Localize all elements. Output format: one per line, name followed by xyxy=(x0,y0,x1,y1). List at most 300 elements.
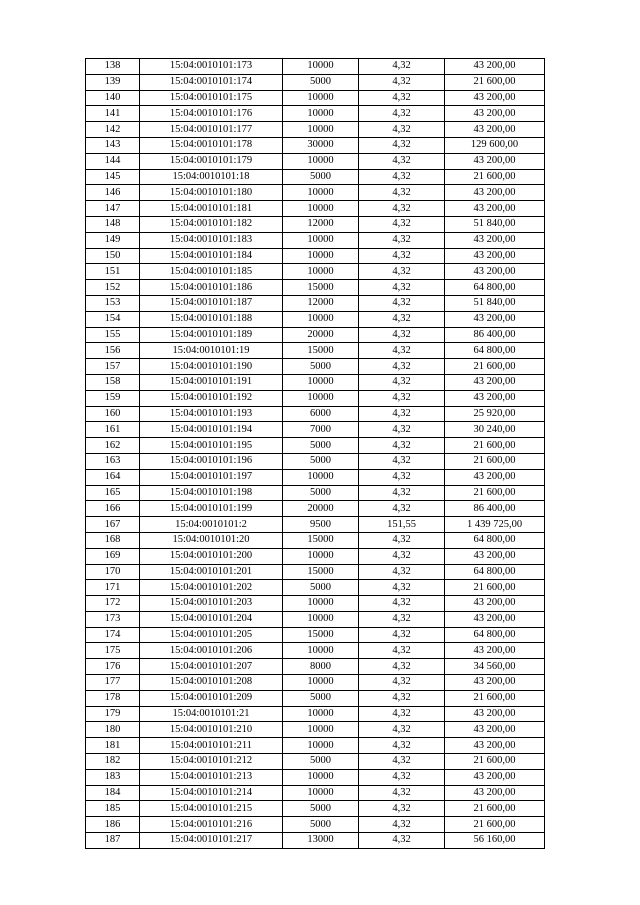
amount-cell: 43 200,00 xyxy=(445,469,545,485)
rate-cell: 4,32 xyxy=(359,801,445,817)
area-cell: 10000 xyxy=(283,248,359,264)
area-cell: 10000 xyxy=(283,611,359,627)
area-cell: 6000 xyxy=(283,406,359,422)
amount-cell: 51 840,00 xyxy=(445,216,545,232)
cadastral-number-cell: 15:04:0010101:196 xyxy=(140,453,283,469)
area-cell: 10000 xyxy=(283,675,359,691)
amount-cell: 21 600,00 xyxy=(445,453,545,469)
area-cell: 5000 xyxy=(283,485,359,501)
row-number-cell: 139 xyxy=(86,74,140,90)
row-number-cell: 149 xyxy=(86,232,140,248)
table-row xyxy=(86,548,545,564)
table-row xyxy=(86,232,545,248)
cadastral-number-cell: 15:04:0010101:18 xyxy=(140,169,283,185)
row-number-cell: 160 xyxy=(86,406,140,422)
rate-cell: 4,32 xyxy=(359,359,445,375)
row-number-cell: 167 xyxy=(86,517,140,533)
rate-cell: 4,32 xyxy=(359,833,445,849)
row-number-cell: 171 xyxy=(86,580,140,596)
cadastral-number-cell: 15:04:0010101:209 xyxy=(140,690,283,706)
row-number-cell: 151 xyxy=(86,264,140,280)
rate-cell: 4,32 xyxy=(359,374,445,390)
amount-cell: 43 200,00 xyxy=(445,611,545,627)
row-number-cell: 150 xyxy=(86,248,140,264)
table-row xyxy=(86,90,545,106)
cadastral-number-cell: 15:04:0010101:20 xyxy=(140,532,283,548)
area-cell: 10000 xyxy=(283,311,359,327)
area-cell: 30000 xyxy=(283,137,359,153)
rate-cell: 4,32 xyxy=(359,311,445,327)
table-row xyxy=(86,596,545,612)
area-cell: 20000 xyxy=(283,501,359,517)
rate-cell: 4,32 xyxy=(359,754,445,770)
table-row xyxy=(86,422,545,438)
amount-cell: 21 600,00 xyxy=(445,754,545,770)
amount-cell: 1 439 725,00 xyxy=(445,517,545,533)
amount-cell: 43 200,00 xyxy=(445,722,545,738)
row-number-cell: 157 xyxy=(86,359,140,375)
area-cell: 8000 xyxy=(283,659,359,675)
amount-cell: 21 600,00 xyxy=(445,438,545,454)
rate-cell: 4,32 xyxy=(359,643,445,659)
table-row xyxy=(86,216,545,232)
table-row xyxy=(86,675,545,691)
row-number-cell: 185 xyxy=(86,801,140,817)
table-row xyxy=(86,122,545,138)
table-row xyxy=(86,722,545,738)
rate-cell: 4,32 xyxy=(359,501,445,517)
table-body xyxy=(86,59,545,849)
cadastral-number-cell: 15:04:0010101:186 xyxy=(140,280,283,296)
amount-cell: 64 800,00 xyxy=(445,627,545,643)
row-number-cell: 168 xyxy=(86,532,140,548)
cadastral-number-cell: 15:04:0010101:207 xyxy=(140,659,283,675)
cadastral-number-cell: 15:04:0010101:202 xyxy=(140,580,283,596)
amount-cell: 64 800,00 xyxy=(445,532,545,548)
row-number-cell: 140 xyxy=(86,90,140,106)
amount-cell: 43 200,00 xyxy=(445,185,545,201)
rate-cell: 4,32 xyxy=(359,580,445,596)
area-cell: 5000 xyxy=(283,74,359,90)
row-number-cell: 170 xyxy=(86,564,140,580)
amount-cell: 129 600,00 xyxy=(445,137,545,153)
rate-cell: 4,32 xyxy=(359,564,445,580)
table-row xyxy=(86,580,545,596)
amount-cell: 21 600,00 xyxy=(445,580,545,596)
document-page xyxy=(85,58,544,849)
rate-cell: 4,32 xyxy=(359,343,445,359)
area-cell: 5000 xyxy=(283,580,359,596)
row-number-cell: 173 xyxy=(86,611,140,627)
cadastral-number-cell: 15:04:0010101:180 xyxy=(140,185,283,201)
area-cell: 15000 xyxy=(283,564,359,580)
row-number-cell: 155 xyxy=(86,327,140,343)
table-row xyxy=(86,643,545,659)
table-row xyxy=(86,390,545,406)
table-row xyxy=(86,153,545,169)
row-number-cell: 163 xyxy=(86,453,140,469)
row-number-cell: 182 xyxy=(86,754,140,770)
row-number-cell: 161 xyxy=(86,422,140,438)
row-number-cell: 138 xyxy=(86,59,140,75)
amount-cell: 21 600,00 xyxy=(445,74,545,90)
cadastral-number-cell: 15:04:0010101:205 xyxy=(140,627,283,643)
cadastral-number-cell: 15:04:0010101:206 xyxy=(140,643,283,659)
table-row xyxy=(86,611,545,627)
area-cell: 10000 xyxy=(283,596,359,612)
cadastral-number-cell: 15:04:0010101:178 xyxy=(140,137,283,153)
row-number-cell: 179 xyxy=(86,706,140,722)
table-row xyxy=(86,248,545,264)
area-cell: 5000 xyxy=(283,453,359,469)
row-number-cell: 183 xyxy=(86,769,140,785)
table-row xyxy=(86,501,545,517)
rate-cell: 4,32 xyxy=(359,817,445,833)
cadastral-number-cell: 15:04:0010101:188 xyxy=(140,311,283,327)
area-cell: 7000 xyxy=(283,422,359,438)
rate-cell: 4,32 xyxy=(359,785,445,801)
amount-cell: 43 200,00 xyxy=(445,106,545,122)
amount-cell: 21 600,00 xyxy=(445,690,545,706)
row-number-cell: 145 xyxy=(86,169,140,185)
rate-cell: 4,32 xyxy=(359,406,445,422)
amount-cell: 43 200,00 xyxy=(445,738,545,754)
row-number-cell: 166 xyxy=(86,501,140,517)
row-number-cell: 152 xyxy=(86,280,140,296)
rate-cell: 151,55 xyxy=(359,517,445,533)
area-cell: 10000 xyxy=(283,769,359,785)
row-number-cell: 162 xyxy=(86,438,140,454)
cadastral-number-cell: 15:04:0010101:210 xyxy=(140,722,283,738)
table-row xyxy=(86,769,545,785)
table-row xyxy=(86,532,545,548)
row-number-cell: 154 xyxy=(86,311,140,327)
area-cell: 10000 xyxy=(283,785,359,801)
rate-cell: 4,32 xyxy=(359,469,445,485)
table-row xyxy=(86,201,545,217)
rate-cell: 4,32 xyxy=(359,90,445,106)
amount-cell: 21 600,00 xyxy=(445,817,545,833)
row-number-cell: 180 xyxy=(86,722,140,738)
rate-cell: 4,32 xyxy=(359,596,445,612)
cadastral-number-cell: 15:04:0010101:204 xyxy=(140,611,283,627)
cadastral-number-cell: 15:04:0010101:184 xyxy=(140,248,283,264)
row-number-cell: 177 xyxy=(86,675,140,691)
cadastral-number-cell: 15:04:0010101:208 xyxy=(140,675,283,691)
amount-cell: 43 200,00 xyxy=(445,264,545,280)
cadastral-number-cell: 15:04:0010101:173 xyxy=(140,59,283,75)
amount-cell: 64 800,00 xyxy=(445,564,545,580)
cadastral-number-cell: 15:04:0010101:177 xyxy=(140,122,283,138)
table-row xyxy=(86,59,545,75)
area-cell: 5000 xyxy=(283,169,359,185)
area-cell: 12000 xyxy=(283,216,359,232)
rate-cell: 4,32 xyxy=(359,295,445,311)
table-row xyxy=(86,327,545,343)
rate-cell: 4,32 xyxy=(359,169,445,185)
table-row xyxy=(86,406,545,422)
table-row xyxy=(86,469,545,485)
area-cell: 10000 xyxy=(283,374,359,390)
area-cell: 5000 xyxy=(283,359,359,375)
area-cell: 5000 xyxy=(283,801,359,817)
rate-cell: 4,32 xyxy=(359,122,445,138)
row-number-cell: 165 xyxy=(86,485,140,501)
cadastral-number-cell: 15:04:0010101:183 xyxy=(140,232,283,248)
rate-cell: 4,32 xyxy=(359,74,445,90)
cadastral-number-cell: 15:04:0010101:195 xyxy=(140,438,283,454)
table-row xyxy=(86,311,545,327)
amount-cell: 43 200,00 xyxy=(445,785,545,801)
rate-cell: 4,32 xyxy=(359,248,445,264)
amount-cell: 64 800,00 xyxy=(445,343,545,359)
rate-cell: 4,32 xyxy=(359,153,445,169)
row-number-cell: 187 xyxy=(86,833,140,849)
row-number-cell: 181 xyxy=(86,738,140,754)
area-cell: 10000 xyxy=(283,390,359,406)
rate-cell: 4,32 xyxy=(359,137,445,153)
cadastral-number-cell: 15:04:0010101:181 xyxy=(140,201,283,217)
table-row xyxy=(86,517,545,533)
rate-cell: 4,32 xyxy=(359,327,445,343)
row-number-cell: 184 xyxy=(86,785,140,801)
amount-cell: 43 200,00 xyxy=(445,548,545,564)
rate-cell: 4,32 xyxy=(359,422,445,438)
row-number-cell: 175 xyxy=(86,643,140,659)
amount-cell: 21 600,00 xyxy=(445,801,545,817)
row-number-cell: 143 xyxy=(86,137,140,153)
rate-cell: 4,32 xyxy=(359,280,445,296)
row-number-cell: 169 xyxy=(86,548,140,564)
cadastral-number-cell: 15:04:0010101:189 xyxy=(140,327,283,343)
area-cell: 10000 xyxy=(283,232,359,248)
area-cell: 5000 xyxy=(283,438,359,454)
table-row xyxy=(86,801,545,817)
rate-cell: 4,32 xyxy=(359,264,445,280)
rate-cell: 4,32 xyxy=(359,675,445,691)
area-cell: 12000 xyxy=(283,295,359,311)
amount-cell: 43 200,00 xyxy=(445,311,545,327)
table-row xyxy=(86,74,545,90)
table-row xyxy=(86,690,545,706)
table-row xyxy=(86,785,545,801)
table-row xyxy=(86,833,545,849)
amount-cell: 43 200,00 xyxy=(445,153,545,169)
area-cell: 5000 xyxy=(283,754,359,770)
row-number-cell: 144 xyxy=(86,153,140,169)
cadastral-number-cell: 15:04:0010101:185 xyxy=(140,264,283,280)
cadastral-number-cell: 15:04:0010101:199 xyxy=(140,501,283,517)
amount-cell: 43 200,00 xyxy=(445,706,545,722)
cadastral-number-cell: 15:04:0010101:175 xyxy=(140,90,283,106)
cadastral-number-cell: 15:04:0010101:197 xyxy=(140,469,283,485)
amount-cell: 21 600,00 xyxy=(445,359,545,375)
area-cell: 10000 xyxy=(283,722,359,738)
cadastral-number-cell: 15:04:0010101:2 xyxy=(140,517,283,533)
row-number-cell: 141 xyxy=(86,106,140,122)
table-row xyxy=(86,185,545,201)
row-number-cell: 153 xyxy=(86,295,140,311)
cadastral-number-cell: 15:04:0010101:214 xyxy=(140,785,283,801)
row-number-cell: 142 xyxy=(86,122,140,138)
cadastral-number-cell: 15:04:0010101:216 xyxy=(140,817,283,833)
area-cell: 10000 xyxy=(283,706,359,722)
cadastral-number-cell: 15:04:0010101:192 xyxy=(140,390,283,406)
amount-cell: 43 200,00 xyxy=(445,201,545,217)
rate-cell: 4,32 xyxy=(359,627,445,643)
rate-cell: 4,32 xyxy=(359,438,445,454)
table-row xyxy=(86,264,545,280)
table-row xyxy=(86,564,545,580)
table-row xyxy=(86,438,545,454)
row-number-cell: 156 xyxy=(86,343,140,359)
area-cell: 10000 xyxy=(283,59,359,75)
cadastral-number-cell: 15:04:0010101:19 xyxy=(140,343,283,359)
area-cell: 10000 xyxy=(283,185,359,201)
amount-cell: 43 200,00 xyxy=(445,390,545,406)
row-number-cell: 178 xyxy=(86,690,140,706)
amount-cell: 43 200,00 xyxy=(445,59,545,75)
cadastral-number-cell: 15:04:0010101:193 xyxy=(140,406,283,422)
rate-cell: 4,32 xyxy=(359,532,445,548)
table-row xyxy=(86,817,545,833)
amount-cell: 21 600,00 xyxy=(445,169,545,185)
table-row xyxy=(86,295,545,311)
amount-cell: 43 200,00 xyxy=(445,643,545,659)
cadastral-number-cell: 15:04:0010101:176 xyxy=(140,106,283,122)
area-cell: 10000 xyxy=(283,153,359,169)
rate-cell: 4,32 xyxy=(359,390,445,406)
amount-cell: 21 600,00 xyxy=(445,485,545,501)
amount-cell: 43 200,00 xyxy=(445,675,545,691)
area-cell: 10000 xyxy=(283,643,359,659)
area-cell: 5000 xyxy=(283,817,359,833)
table-row xyxy=(86,374,545,390)
row-number-cell: 172 xyxy=(86,596,140,612)
amount-cell: 43 200,00 xyxy=(445,232,545,248)
table-row xyxy=(86,659,545,675)
amount-cell: 43 200,00 xyxy=(445,769,545,785)
amount-cell: 30 240,00 xyxy=(445,422,545,438)
cadastral-number-cell: 15:04:0010101:21 xyxy=(140,706,283,722)
cadastral-number-cell: 15:04:0010101:211 xyxy=(140,738,283,754)
table-row xyxy=(86,453,545,469)
rate-cell: 4,32 xyxy=(359,485,445,501)
amount-cell: 43 200,00 xyxy=(445,374,545,390)
area-cell: 13000 xyxy=(283,833,359,849)
row-number-cell: 146 xyxy=(86,185,140,201)
row-number-cell: 174 xyxy=(86,627,140,643)
area-cell: 10000 xyxy=(283,90,359,106)
cadastral-number-cell: 15:04:0010101:187 xyxy=(140,295,283,311)
rate-cell: 4,32 xyxy=(359,548,445,564)
row-number-cell: 158 xyxy=(86,374,140,390)
row-number-cell: 164 xyxy=(86,469,140,485)
area-cell: 10000 xyxy=(283,738,359,754)
rate-cell: 4,32 xyxy=(359,659,445,675)
amount-cell: 64 800,00 xyxy=(445,280,545,296)
table-row xyxy=(86,137,545,153)
rate-cell: 4,32 xyxy=(359,453,445,469)
table-row xyxy=(86,485,545,501)
amount-cell: 43 200,00 xyxy=(445,90,545,106)
area-cell: 10000 xyxy=(283,548,359,564)
row-number-cell: 176 xyxy=(86,659,140,675)
land-parcel-table xyxy=(85,58,545,849)
row-number-cell: 186 xyxy=(86,817,140,833)
table-row xyxy=(86,280,545,296)
cadastral-number-cell: 15:04:0010101:182 xyxy=(140,216,283,232)
cadastral-number-cell: 15:04:0010101:191 xyxy=(140,374,283,390)
area-cell: 9500 xyxy=(283,517,359,533)
rate-cell: 4,32 xyxy=(359,690,445,706)
cadastral-number-cell: 15:04:0010101:174 xyxy=(140,74,283,90)
cadastral-number-cell: 15:04:0010101:190 xyxy=(140,359,283,375)
rate-cell: 4,32 xyxy=(359,232,445,248)
rate-cell: 4,32 xyxy=(359,722,445,738)
cadastral-number-cell: 15:04:0010101:212 xyxy=(140,754,283,770)
amount-cell: 43 200,00 xyxy=(445,122,545,138)
amount-cell: 86 400,00 xyxy=(445,327,545,343)
row-number-cell: 148 xyxy=(86,216,140,232)
table-row xyxy=(86,627,545,643)
amount-cell: 43 200,00 xyxy=(445,248,545,264)
area-cell: 5000 xyxy=(283,690,359,706)
cadastral-number-cell: 15:04:0010101:217 xyxy=(140,833,283,849)
area-cell: 15000 xyxy=(283,280,359,296)
table-row xyxy=(86,169,545,185)
table-row xyxy=(86,343,545,359)
table-row xyxy=(86,106,545,122)
cadastral-number-cell: 15:04:0010101:215 xyxy=(140,801,283,817)
row-number-cell: 147 xyxy=(86,201,140,217)
area-cell: 15000 xyxy=(283,343,359,359)
cadastral-number-cell: 15:04:0010101:213 xyxy=(140,769,283,785)
amount-cell: 25 920,00 xyxy=(445,406,545,422)
amount-cell: 34 560,00 xyxy=(445,659,545,675)
table-row xyxy=(86,706,545,722)
amount-cell: 56 160,00 xyxy=(445,833,545,849)
rate-cell: 4,32 xyxy=(359,706,445,722)
cadastral-number-cell: 15:04:0010101:201 xyxy=(140,564,283,580)
rate-cell: 4,32 xyxy=(359,59,445,75)
table-row xyxy=(86,359,545,375)
cadastral-number-cell: 15:04:0010101:194 xyxy=(140,422,283,438)
amount-cell: 43 200,00 xyxy=(445,596,545,612)
area-cell: 15000 xyxy=(283,532,359,548)
area-cell: 10000 xyxy=(283,469,359,485)
area-cell: 10000 xyxy=(283,106,359,122)
cadastral-number-cell: 15:04:0010101:198 xyxy=(140,485,283,501)
rate-cell: 4,32 xyxy=(359,611,445,627)
table-row xyxy=(86,754,545,770)
area-cell: 20000 xyxy=(283,327,359,343)
cadastral-number-cell: 15:04:0010101:200 xyxy=(140,548,283,564)
rate-cell: 4,32 xyxy=(359,106,445,122)
rate-cell: 4,32 xyxy=(359,738,445,754)
rate-cell: 4,32 xyxy=(359,201,445,217)
area-cell: 10000 xyxy=(283,122,359,138)
amount-cell: 86 400,00 xyxy=(445,501,545,517)
area-cell: 10000 xyxy=(283,201,359,217)
amount-cell: 51 840,00 xyxy=(445,295,545,311)
row-number-cell: 159 xyxy=(86,390,140,406)
table-row xyxy=(86,738,545,754)
rate-cell: 4,32 xyxy=(359,769,445,785)
area-cell: 15000 xyxy=(283,627,359,643)
cadastral-number-cell: 15:04:0010101:179 xyxy=(140,153,283,169)
rate-cell: 4,32 xyxy=(359,216,445,232)
